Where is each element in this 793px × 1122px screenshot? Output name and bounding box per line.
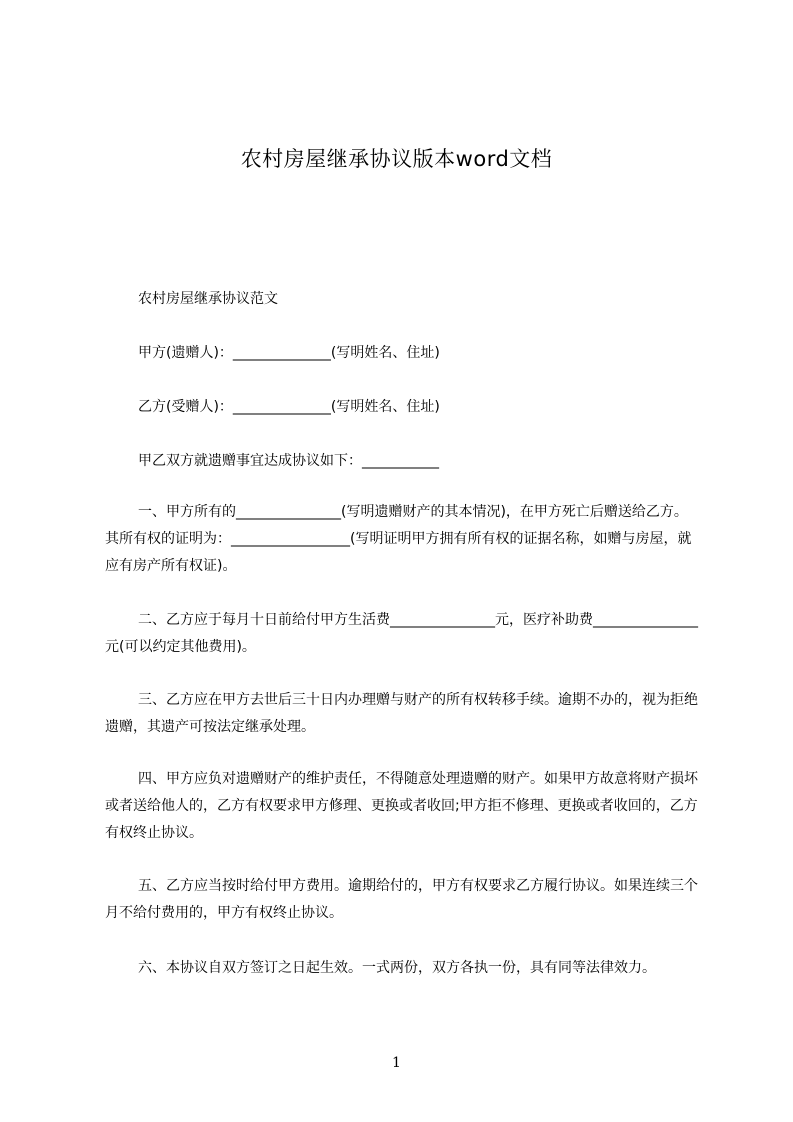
paragraph-clause-2: 二、乙方应于每月十日前给付甲方生活费_______________元，医疗补助费_______________元(可以约定其他费用)。 (105, 612, 698, 655)
paragraph-clause-4: 四、甲方应负对遗赠财产的维护责任，不得随意处理遗赠的财产。如果甲方故意将财产损坏或者送给他人的，乙方有权要求甲方修理、更换或者收回;甲方拒不修理、更换或者收回的，乙方有权终止协议。 (105, 771, 698, 841)
paragraph-clause-5: 五、乙方应当按时给付甲方费用。逾期给付的，甲方有权要求乙方履行协议。如果连续三个月不给付费用的，甲方有权终止协议。 (105, 878, 698, 921)
paragraph-clause-1: 一、甲方所有的_______________(写明遗赠财产的其本情况)，在甲方死亡后赠送给乙方。其所有权的证明为：_________________(写明证明甲方拥有所有权的证据名称，如赠与房屋，就应有房产所有权证)。 (105, 504, 692, 574)
paragraph-agreement-intro: 甲乙双方就遗赠事宜达成协议如下：___________ (138, 453, 439, 469)
page-number: 1 (392, 1055, 401, 1071)
paragraph-clause-3: 三、乙方应在甲方去世后三十日内办理赠与财产的所有权转移手续。逾期不办的，视为拒绝遗赠，其遗产可按法定继承处理。 (105, 692, 698, 735)
document-title: 农村房屋继承协议版本word文档 (240, 147, 553, 171)
paragraph-party-a: 甲方(遗赠人)：______________(写明姓名、住址) (138, 345, 440, 361)
paragraph-clause-6: 六、本协议自双方签订之日起生效。一式两份，双方各执一份，具有同等法律效力。 (138, 960, 656, 976)
paragraph-party-b: 乙方(受赠人)：______________(写明姓名、住址) (138, 399, 440, 415)
paragraph-subtitle: 农村房屋继承协议范文 (138, 291, 278, 307)
